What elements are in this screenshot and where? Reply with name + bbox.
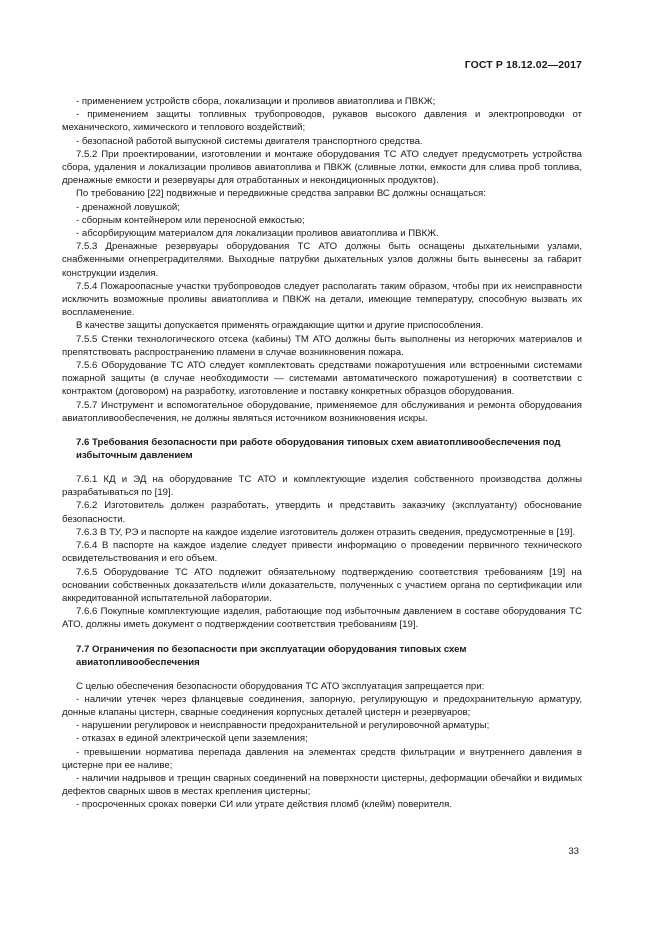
- clause-7-5-7: 7.5.7 Инструмент и вспомогательное оборудование, применяемое для обслуживания и ремонта оборудования авиатопливообеспечения, не должны являться источником возникновения искры.: [62, 399, 582, 424]
- bullet-item: - безопасной работой выпускной системы двигателя транспортного средства.: [76, 135, 423, 147]
- bullet-item: - наличии надрывов и трещин сварных соединений на поверхности цистерны, деформации обечайки и видимых дефектов сварных швов в местах крепления цистерны;: [62, 772, 582, 798]
- bullet-item: - применением устройств сбора, локализации и проливов авиатоплива и ПВКЖ;: [76, 96, 436, 107]
- clause-7-5-4: 7.5.4 Пожароопасные участки трубопроводов следует располагать таким образом, чтобы при их неисправности исключить возможные проливы авиатоплива и ПВКЖ на детали, имеющие температуру, способную вызвать их воспламенение.: [62, 280, 582, 319]
- clause-7-5-6: 7.5.6 Оборудование ТС АТО следует комплектовать средствами пожаротушения или встроенными системами пожарной защиты (в случае необходимости — системами автоматического пожаротушения) в соответствии с контрактом (договором) на разработку, изготовление и поставку конкретных образцов оборудования.: [62, 360, 582, 398]
- clause-7-6-4: 7.6.4 В паспорте на каждое изделие следует привести информацию о проведении первичного технического освидетельствования и его объем.: [62, 540, 582, 565]
- bullet-item: - просроченных сроках поверки СИ или утрате действия пломб (клейм) поверителя.: [76, 799, 453, 811]
- paragraph: По требованию [22] подвижные и передвижные средства заправки ВС должны оснащаться:: [76, 188, 486, 200]
- bullet-item: - сборным контейнером или переносной емкостью;: [76, 214, 305, 226]
- clause-7-6-6: 7.6.6 Покупные комплектующие изделия, работающие под избыточным давлением в составе оборудования ТС АТО, должны иметь документ о подтверждении соответствия требованиям [19].: [62, 606, 582, 631]
- page-number: 33: [568, 846, 579, 857]
- clause-7-6-5: 7.6.5 Оборудование ТС АТО подлежит обязательному подтверждению соответствия требованиям [19] на основании собственных доказательств и/или доказательств, полученных с участием органа по сертификации или аккредитованной испытательной лаборатории.: [62, 566, 582, 604]
- paragraph: В качестве защиты допускается применять ограждающие щитки и другие приспособления.: [76, 320, 484, 332]
- bullet-item: - дренажной ловушкой;: [76, 201, 180, 213]
- section-heading-7-6: 7.6 Требования безопасности при работе оборудования типовых схем авиатопливообеспечения под избыточным давлением: [76, 437, 561, 462]
- section-heading-7-7: 7.7 Ограничения по безопасности при эксплуатации оборудования типовых схем авиатопливообеспечения: [76, 643, 467, 668]
- bullet-item: - превышении норматива перепада давления на элементах средств фильтрации и внутреннего давления в цистерне при ее наливе;: [62, 746, 582, 771]
- clause-7-5-3: 7.5.3 Дренажные резервуары оборудования ТС АТО должны быть оснащены дыхательными узлами, снабженными огнепреградителями. Выходные патрубки дыхательных узлов должны быть вынесены за габарит конструкции изделия.: [62, 241, 582, 279]
- bullet-item: - отказах в единой электрической цепи заземления;: [76, 733, 308, 745]
- paragraph: С целью обеспечения безопасности оборудования ТС АТО эксплуатация запрещается при:: [76, 680, 485, 692]
- bullet-item: - применением защиты топливных трубопроводов, рукавов высокого давления и электропроводки от механического, химического и теплового воздействий;: [62, 109, 582, 134]
- clause-7-6-1: 7.6.1 КД и ЭД на оборудование ТС АТО и комплектующие изделия собственного производства должны разрабатываться по [19].: [62, 474, 582, 499]
- document-body: [62, 95, 582, 812]
- clause-7-5-2: 7.5.2 При проектировании, изготовлении и монтаже оборудования ТС АТО следует предусмотреть устройства сбора, удаления и локализации проливов авиатоплива и ПВКЖ (сливные лотки, емкости для слива проб топлива, дренажные емкости и резервуары для отработанных и некондиционных продуктов).: [62, 148, 582, 187]
- bullet-item: - нарушении регулировок и неисправности предохранительной и регулировочной арматуры;: [76, 720, 490, 732]
- clause-7-5-5: 7.5.5 Стенки технологического отсека (кабины) ТМ АТО должны быть выполнены из негорючих материалов и препятствовать распространению пламени в случае возникновения пожара.: [62, 333, 582, 358]
- bullet-item: - наличии утечек через фланцевые соединения, запорную, регулирующую и предохранительную арматуру, донные клапаны цистерн, сварные соединения корпусных деталей цистерн и резервуаров;: [62, 693, 582, 718]
- bullet-item: - абсорбирующим материалом для локализации проливов авиатоплива и ПВКЖ.: [76, 228, 439, 240]
- clause-7-6-2: 7.6.2 Изготовитель должен разработать, утвердить и представить заказчику (эксплуатанту) обоснование безопасности.: [62, 500, 582, 525]
- clause-7-6-3: 7.6.3 В ТУ, РЭ и паспорте на каждое изделие изготовитель должен отразить сведения, предусмотренные в [19].: [76, 526, 576, 538]
- document-id-header: ГОСТ Р 18.12.02—2017: [464, 59, 582, 71]
